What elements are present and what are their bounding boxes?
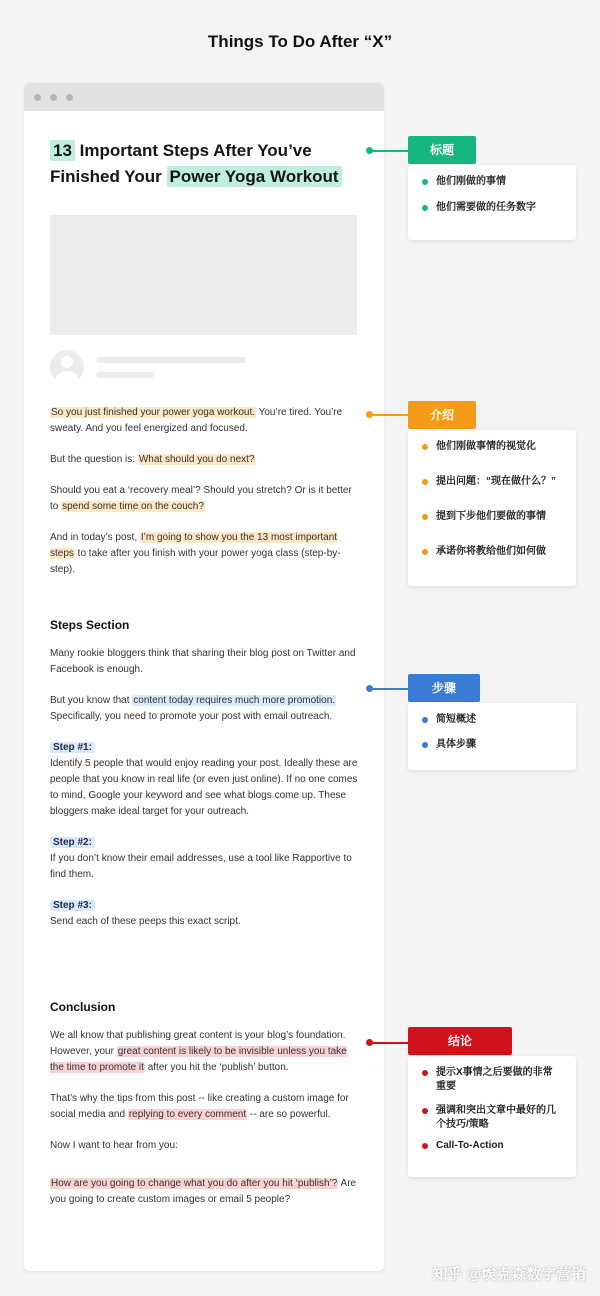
bullet-icon (422, 742, 428, 748)
annotation-item: 他们刚做事情的视觉化 (422, 440, 566, 454)
connector-line (372, 150, 408, 152)
conclusion-paragraph: How are you going to change what you do after you hit ‘publish’? Are you going to create custom images or email 5 people? (50, 1178, 357, 1205)
annotation-card-steps (408, 703, 576, 770)
window-dot-icon (50, 94, 57, 101)
annotation-item: 提示X事情之后要做的非常重要 (422, 1066, 566, 1094)
image-placeholder (50, 215, 357, 335)
step-label: Step #2: (50, 837, 95, 848)
bullet-icon (422, 179, 428, 185)
step-item: Step #3: Send each of these peeps this exact script. (50, 900, 241, 927)
window-dot-icon (34, 94, 41, 101)
intro-paragraph: But the question is: What should you do next? (50, 454, 255, 465)
connector-line (372, 414, 408, 416)
conclusion-paragraph: That’s why the tips from this post -- like creating a custom image for social media and replying to every comment -- are so powerful. (50, 1093, 349, 1120)
intro-paragraph: And in today’s post, I’m going to show you the 13 most important steps to take after you finish with your power yoga class (step-by-step). (50, 532, 341, 575)
annotation-item: 强调和突出文章中最好的几个技巧/策略 (422, 1104, 566, 1132)
conclusion-paragraph: We all know that publishing great content is your blog’s foundation. However, your great content is likely to be invisible unless you take the time to promote it after you hit the ‘publish’ button. (50, 1030, 347, 1073)
annotation-card-conclusion (408, 1056, 576, 1177)
steps-paragraph: But you know that content today requires much more promotion. Specifically, you need to promote your post with email outreach. (50, 695, 336, 722)
bullet-icon (422, 1108, 428, 1114)
annotation-tag-intro: 介绍 (408, 401, 476, 429)
headline-highlight: Power Yoga Workout (167, 166, 342, 187)
intro-section (50, 405, 360, 593)
avatar-icon (50, 350, 84, 384)
headline-number: 13 (50, 140, 75, 161)
step-label: Step #1: (50, 742, 95, 753)
bullet-icon (422, 479, 428, 485)
watermark: 知乎 @埃克森数字营销 (432, 1266, 586, 1283)
bullet-icon (422, 717, 428, 723)
annotation-card-intro (408, 430, 576, 586)
bullet-icon (422, 1143, 428, 1149)
annotation-item: 简短概述 (422, 713, 566, 727)
annotation-item: Call-To-Action (422, 1139, 566, 1153)
annotation-item: 提到下步他们要做的事情 (422, 510, 566, 524)
steps-section (50, 618, 360, 945)
intro-paragraph: So you just finished your power yoga workout. You’re tired. You’re sweaty. And you feel energized and focused. (50, 407, 343, 434)
connector-line (372, 1042, 408, 1044)
step-item: Step #2: If you don’t know their email addresses, use a tool like Rapportive to find them. (50, 837, 352, 880)
bullet-icon (422, 444, 428, 450)
steps-paragraph: Many rookie bloggers think that sharing their blog post on Twitter and Facebook is enough. (50, 648, 356, 675)
step-label: Step #3: (50, 900, 95, 911)
bullet-icon (422, 1070, 428, 1076)
browser-mockup (24, 83, 384, 1271)
annotation-item: 他们需要做的任务数字 (422, 201, 566, 215)
annotation-tag-conclusion: 结论 (408, 1027, 512, 1055)
annotation-item: 承诺你将教给他们如何做 (422, 545, 566, 559)
steps-heading: Steps Section (50, 618, 130, 632)
annotation-item: 他们刚做的事情 (422, 175, 566, 189)
headline-text: Important Steps After You’ve Finished Your (50, 141, 312, 186)
bullet-icon (422, 514, 428, 520)
conclusion-section (50, 1000, 360, 1223)
conclusion-paragraph: Now I want to hear from you: (50, 1140, 178, 1151)
annotation-tag-title: 标题 (408, 136, 476, 164)
author-line-placeholder (96, 357, 246, 363)
annotation-item: 具体步骤 (422, 738, 566, 752)
intro-paragraph: Should you eat a ‘recovery meal’? Should you stretch? Or is it better to spend some time on the couch? (50, 485, 352, 512)
conclusion-heading: Conclusion (50, 1000, 116, 1014)
bullet-icon (422, 205, 428, 211)
page-title: Things To Do After “X” (207, 32, 393, 51)
annotation-item: 提出问题：“现在做什么？” (422, 475, 566, 489)
connector-line (372, 688, 408, 690)
window-dot-icon (66, 94, 73, 101)
step-item: Step #1: Identify 5 people that would enjoy reading your post. Ideally these are people that you know in real life (or even just online). If no one comes to mind, Google your keyword and see what blogs come up. These bloggers make ideal target for your outreach. (50, 742, 358, 817)
annotation-tag-steps: 步骤 (408, 674, 480, 702)
article-headline (50, 138, 360, 190)
bullet-icon (422, 549, 428, 555)
annotation-card-title (408, 165, 576, 240)
date-line-placeholder (96, 372, 154, 378)
browser-toolbar (24, 83, 384, 111)
